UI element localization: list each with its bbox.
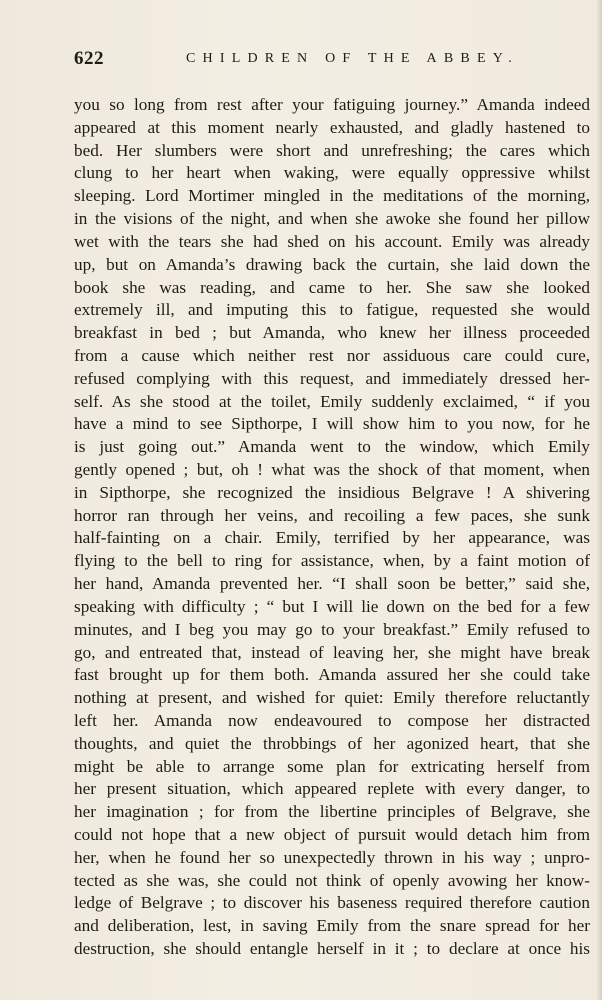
text-line: extremely ill, and imputing this to fatigue, requested she would [74, 300, 590, 320]
text-line: speaking with difficulty ; “ but I will lie down on the bed for a few [74, 596, 590, 616]
page-number: 622 [74, 48, 104, 69]
text-line: her present situation, which appeared replete with every danger, to [74, 779, 590, 799]
text-line: in Sipthorpe, she recognized the insidious Belgrave ! A shivering [74, 482, 590, 502]
page-edge-shadow [596, 0, 602, 1000]
text-line: could not hope that a new object of pursuit would detach him from [74, 825, 590, 844]
text-line: go, and entreated that, instead of leaving her, she might have break [74, 642, 590, 662]
text-line: her hand, Amanda prevented her. “I shall soon be better,” said she, [74, 574, 590, 594]
text-line: book she was reading, and came to her. She saw she looked [74, 277, 590, 297]
page-header [74, 48, 586, 72]
text-line: breakfast in bed ; but Amanda, who knew her illness proceeded [74, 323, 590, 343]
text-line: her imagination ; for from the libertine principles of Belgrave, she [74, 802, 590, 822]
running-head: CHILDREN OF THE ABBEY. [186, 51, 519, 66]
text-line: appeared at this moment nearly exhausted, and gladly hastened to [74, 117, 590, 137]
text-line: destruction, she should entangle herself in it ; to declare at once his [74, 939, 590, 959]
text-line: gently opened ; but, oh ! what was the shock of that moment, when [74, 460, 590, 479]
text-line: flying to the bell to ring for assistance, when, by a faint motion of [74, 551, 590, 571]
text-line: from a cause which neither rest nor assiduous care could cure, [74, 345, 590, 365]
text-line: sleeping. Lord Mortimer mingled in the meditations of the morning, [74, 186, 590, 206]
text-line: refused complying with this request, and immediately dressed her- [74, 368, 590, 388]
text-line: clung to her heart when waking, were equally oppressive whilst [74, 163, 590, 183]
text-line: in the visions of the night, and when she awoke she found her pillow [74, 209, 590, 229]
text-line: up, but on Amanda’s drawing back the curtain, she laid down the [74, 254, 590, 274]
text-line: ledge of Belgrave ; to discover his baseness required therefore caution [74, 893, 590, 913]
text-line: half-fainting on a chair. Emily, terrified by her appearance, was [74, 528, 590, 548]
text-line: have a mind to see Sipthorpe, I will show him to you now, for he [74, 414, 590, 434]
text-line: left her. Amanda now endeavoured to compose her distracted [74, 710, 590, 730]
body-text [74, 94, 590, 961]
text-line: bed. Her slumbers were short and unrefreshing; the cares which [74, 140, 590, 160]
text-line: fast brought up for them both. Amanda assured her she could take [74, 665, 590, 685]
text-line: is just going out.” Amanda went to the window, which Emily [74, 437, 590, 457]
text-line: and deliberation, lest, in saving Emily from the snare spread for her [74, 916, 590, 936]
text-line: horror ran through her veins, and recoiling a few paces, she sunk [74, 505, 590, 525]
text-line: self. As she stood at the toilet, Emily suddenly exclaimed, “ if you [74, 391, 590, 411]
text-line: thoughts, and quiet the throbbings of her agonized heart, that she [74, 733, 590, 753]
text-line: nothing at present, and wished for quiet: Emily therefore reluctantly [74, 688, 590, 708]
text-line: you so long from rest after your fatiguing journey.” Amanda indeed [74, 95, 590, 114]
text-line: tected as she was, she could not think of openly avowing her know- [74, 870, 590, 890]
text-line: her, when he found her so unexpectedly thrown in his way ; unpro- [74, 847, 590, 867]
text-line: wet with the tears she had shed on his account. Emily was already [74, 231, 590, 251]
text-line: minutes, and I beg you may go to your breakfast.” Emily refused to [74, 619, 590, 639]
text-line: might be able to arrange some plan for extricating herself from [74, 756, 590, 776]
